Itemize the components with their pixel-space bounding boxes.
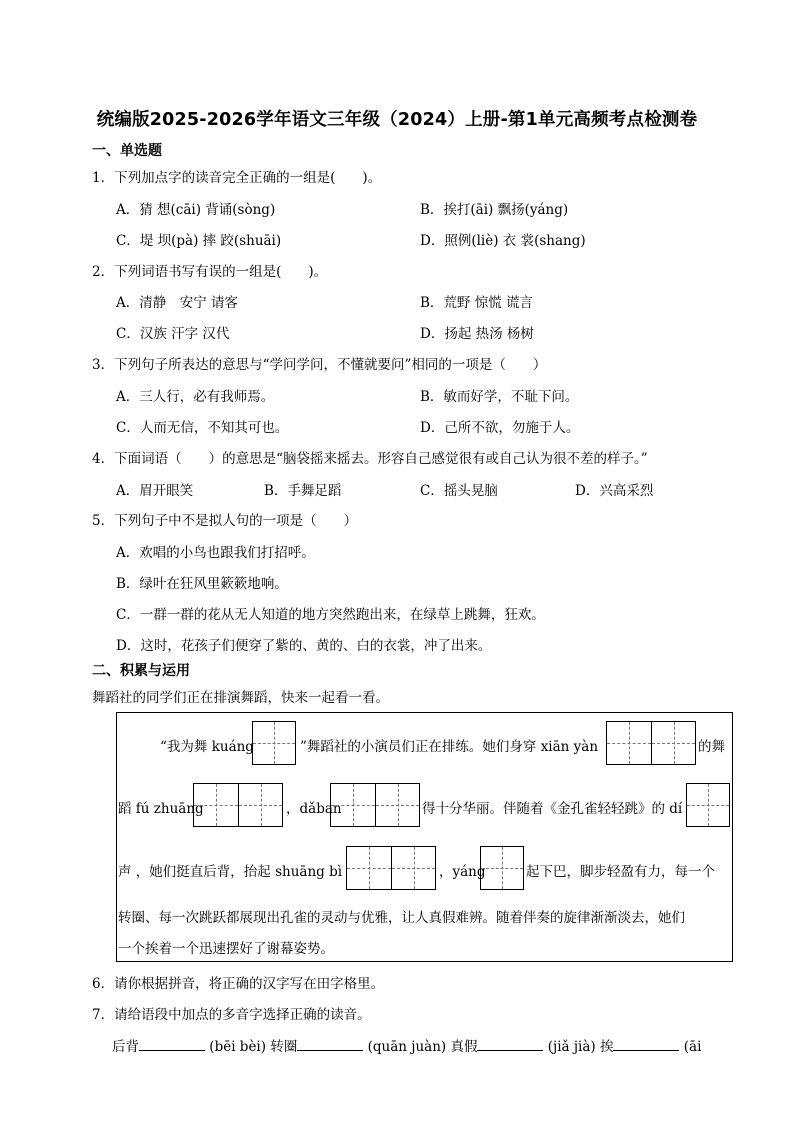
question-7-stem: 7．请给语段中加点的多音字选择正确的读音。 <box>92 1007 371 1023</box>
tianzige-kuang[interactable] <box>252 721 296 765</box>
answer-blank-1[interactable] <box>139 1038 205 1051</box>
passage-line1-start: “我为舞 kuáng <box>160 739 254 755</box>
answer-blank-3[interactable] <box>477 1038 543 1051</box>
pinyin-choice-3: (jiǎ jià) <box>547 1039 596 1055</box>
passage-line3-mid: ，yáng <box>439 864 486 880</box>
word-zhenjia: 真假 <box>450 1039 478 1055</box>
question-2-option-b: B．荒野 惊慌 谎言 <box>420 295 534 311</box>
question-5-option-b: B．绿叶在狂风里簌簌地响。 <box>116 576 288 592</box>
question-1-option-b: B．挨打(āi) 飘扬(yáng) <box>420 202 569 218</box>
word-ai: 挨 <box>599 1039 614 1055</box>
answer-blank-2[interactable] <box>297 1038 363 1051</box>
question-6-stem: 6．请你根据拼音，将正确的汉字写在田字格里。 <box>92 976 385 992</box>
passage-line1-end: 的舞 <box>698 739 725 755</box>
passage-line4: 转圈、每一次跳跃都展现出孔雀的灵动与优雅，让人真假难辨。随着伴奏的旋律渐渐淡去，她们 <box>118 910 685 926</box>
passage-intro: 舞蹈社的同学们正在排演舞蹈，快来一起看一看。 <box>92 690 389 706</box>
question-4-option-d: D．兴高采烈 <box>575 483 654 499</box>
pinyin-choice-2: (quān juàn) <box>367 1039 447 1055</box>
tianzige-shuangbi[interactable] <box>346 846 436 890</box>
question-5-option-c: C．一群一群的花从无人知道的地方突然跑出来，在绿草上跳舞，狂欢。 <box>116 607 545 623</box>
question-3-option-d: D．己所不欲，勿施于人。 <box>420 420 580 436</box>
question-5-option-d: D．这时，花孩子们便穿了紫的、黄的、白的衣裳，冲了出来。 <box>116 638 492 654</box>
question-5-option-a: A．欢唱的小鸟也跟我们打招呼。 <box>116 545 315 561</box>
question-1-stem: 1．下列加点字的读音完全正确的一组是( )。 <box>92 170 382 186</box>
question-1-option-c: C．堤 坝(pà) 摔 跤(shuāi) <box>116 233 282 249</box>
question-7-answer-row <box>112 1035 701 1055</box>
word-zhuanquan: 转圈 <box>270 1039 298 1055</box>
passage-line2-mid: ，dǎban <box>286 801 342 817</box>
question-2-stem: 2．下列词语书写有误的一组是( )。 <box>92 264 328 280</box>
tianzige-xianyan[interactable] <box>606 721 696 765</box>
question-4-stem: 4．下面词语（ ）的意思是“脑袋摇来摇去。形容自己感觉很有或自己认为很不差的样子。” <box>92 451 648 467</box>
pinyin-choice-1: (bēi bèi) <box>209 1039 267 1055</box>
word-houbei: 后背 <box>112 1039 139 1055</box>
passage-line3-start: 声 ，她们挺直后背，抬起 shuāng bì <box>118 864 343 880</box>
tianzige-fuzhuang[interactable] <box>193 783 283 827</box>
pinyin-choice-4: (āi <box>683 1039 702 1055</box>
question-4-option-a: A．眉开眼笑 <box>116 483 194 499</box>
question-2-option-c: C．汉族 汗字 汉代 <box>116 326 230 342</box>
question-3-option-b: B．敏而好学，不耻下问。 <box>420 389 579 405</box>
question-2-option-d: D．扬起 热汤 杨树 <box>420 326 534 342</box>
question-3-option-a: A．三人行，必有我师焉。 <box>116 389 275 405</box>
tianzige-yang[interactable] <box>480 846 524 890</box>
question-2-option-a: A．清静 安宁 请客 <box>116 295 239 311</box>
passage-line2-start: 蹈 fú zhuāng <box>118 801 204 817</box>
passage-line2-end: 得十分华丽。伴随着《金孔雀轻轻跳》的 dí <box>422 801 683 817</box>
passage-line5: 一个挨着一个迅速摆好了谢幕姿势。 <box>118 941 334 957</box>
question-5-stem: 5．下列句子中不是拟人句的一项是（ ） <box>92 513 358 529</box>
question-3-stem: 3．下列句子所表达的意思与“学问学问，不懂就要问”相同的一项是（ ） <box>92 357 547 373</box>
section-heading-accumulation: 二、积累与运用 <box>92 663 190 679</box>
question-3-option-c: C．人而无信，不知其可也。 <box>116 420 289 436</box>
tianzige-di[interactable] <box>686 783 730 827</box>
question-4-option-b: B．手舞足蹈 <box>264 483 342 499</box>
answer-blank-4[interactable] <box>613 1038 679 1051</box>
question-1-option-a: A．猜 想(cāi) 背诵(sòng) <box>116 202 276 218</box>
question-1-option-d: D．照例(liè) 衣 裳(shang) <box>420 233 586 249</box>
question-4-option-c: C．摇头晃脑 <box>420 483 498 499</box>
section-heading-single-choice: 一、单选题 <box>92 143 162 159</box>
passage-line1-mid: ”舞蹈社的小演员们正在排练。她们身穿 xiān yàn <box>300 739 599 755</box>
passage-line3-end: 起下巴，脚步轻盈有力，每一个 <box>526 864 715 880</box>
tianzige-daban[interactable] <box>330 783 420 827</box>
page-title: 统编版2025-2026学年语文三年级（2024）上册-第1单元高频考点检测卷 <box>96 110 698 130</box>
